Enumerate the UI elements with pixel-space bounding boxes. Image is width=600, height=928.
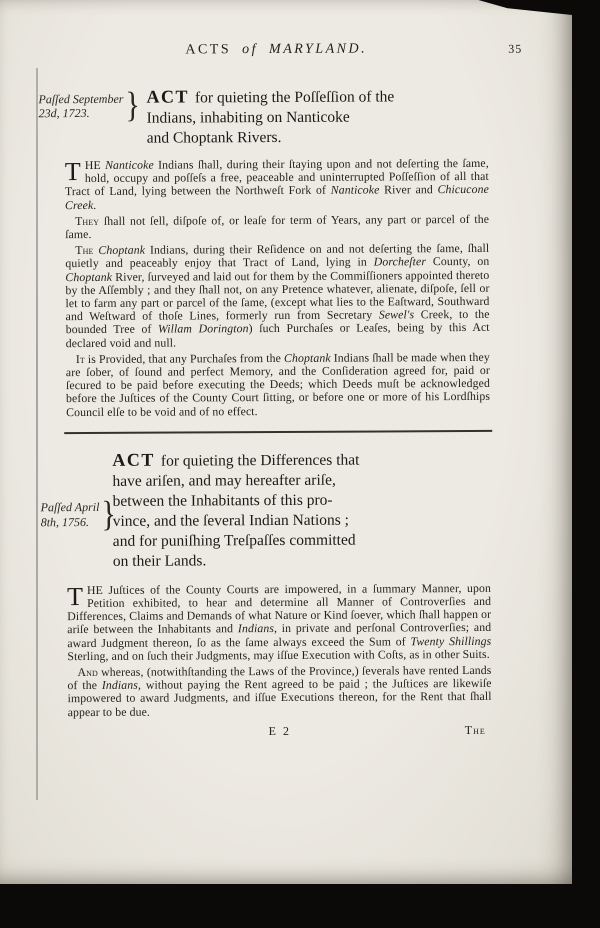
act1-paragraph-3: The Choptank Indians, during their Reſidence on and not deſerting the ſame, ſhall quietly and peaceably enjoy that Tract of Land, lying in Dorcheſter County, on Choptank River, ſurveyed and laid out for them by the Commiſſioners appointed thereto by the Aſſembly ; and they ſhall not, on any Pretence whatever, alienate, diſpoſe, ſell or let to farm any part or parcel of the ſame, (except what lies to the Eaſtward, Southward and Weſtward of thoſe Lines, formerly run from Secretary Sewel's Creek, to the bounded Tree of Willam Dorington) ſuch Purchaſes or Leaſes, being by this Act declared void and null. [65, 241, 490, 350]
book-title: ACTS of MARYLAND. [185, 41, 368, 58]
act1-title-text: for quieting the Poſſeſſion of the Indians, inhabiting on Nanticoke and Choptank Rivers. [146, 88, 395, 147]
act1-title [146, 85, 462, 149]
dropcap-T: T [64, 157, 81, 187]
page-footer [68, 723, 492, 743]
act2-title [112, 448, 453, 572]
section-divider [64, 430, 492, 434]
act2-passed-note [40, 494, 116, 534]
brace-glyph: } [125, 85, 140, 125]
act1-heading [38, 85, 488, 149]
act1-paragraph-1 [65, 157, 489, 212]
catchword: The [464, 722, 486, 737]
act1-title-lead: ACT [146, 86, 190, 107]
dropcap-T: T [66, 581, 84, 611]
act2-heading [40, 448, 491, 572]
act1-paragraph-4: It is Provided, that any Purchaſes from the Choptank Indians ſhall be made when they are ſober, of ſound and perfect Memory, and the Conſideration agreed for, paid or ſecured to be paid before executing the Deeds; which Deeds muſt be acknowledged before the Juſtices of the County Court ſitting, or before one or more of his Lordſhips Council elſe to be void and of no effect. [65, 349, 491, 419]
running-header [64, 39, 523, 63]
act-section-1 [38, 85, 491, 419]
signature-mark: E 2 [268, 723, 291, 738]
act1-paragraph-1-text: HE Nanticoke Indians ſhall, during their ſtaying upon and not deſerting the ſame, hold, occupy and poſſeſs a free, peaceable and uninterrupted Poſſeſſion of all that Tract of Land, lying between the Northweſt Fork of Nanticoke River and Chicucone Creek. [64, 155, 489, 212]
act2-title-text: for quieting the Differences that have ariſen, and may hereafter ariſe, between the Inhabitants of this pro- vince, and the ſeveral Indian Nations ; and for puniſhing Treſpaſſes committed on their Lands. [112, 451, 360, 570]
act2-paragraph-2: And whereas, (notwithſtanding the Laws of the Province,) ſeverals have rented Lands of the Indians, without paying the Rent agreed to be paid ; the Juſtices are likewiſe impowered to award Judgments, and iſſue Executions thereon, for the Rent that ſhall appear to be due. [67, 662, 492, 719]
page-number: 35 [508, 41, 523, 56]
act2-title-lead: ACT [112, 449, 155, 470]
scan-corner-artifact [468, 0, 572, 15]
act2-paragraph-1-text: HE Juſtices of the County Courts are impowered, in a ſummary Manner, upon Petition exhibited, to hear and determine all Manner of Controverſies and Differences, Claims and Demands of what Nature or Kind ſoever, which ſhall happen or ariſe between the Inhabitants and Indians, in private and perſonal Controverſies; and award Judgment thereon, ſo as the ſame always exceed the Sum of Twenty Shillings Sterling, and on ſuch their Judgments, may iſſue Execution with Coſts, as in other Suits. [67, 580, 492, 663]
act1-passed-date: Paſſed September 23d, 1723. [38, 91, 124, 121]
act1-paragraph-2: They ſhall not ſell, diſpoſe of, or leaſe for term of Years, any part or parcel of the ſame. [65, 211, 490, 242]
act-section-2 [40, 448, 492, 719]
scan-gutter-line [36, 68, 38, 800]
page-content [38, 39, 523, 743]
act1-passed-note [38, 85, 140, 125]
act2-passed-date: Paſſed April 8th, 1756. [40, 500, 100, 530]
act2-paragraph-1 [67, 582, 491, 663]
brace-glyph: } [101, 494, 116, 534]
